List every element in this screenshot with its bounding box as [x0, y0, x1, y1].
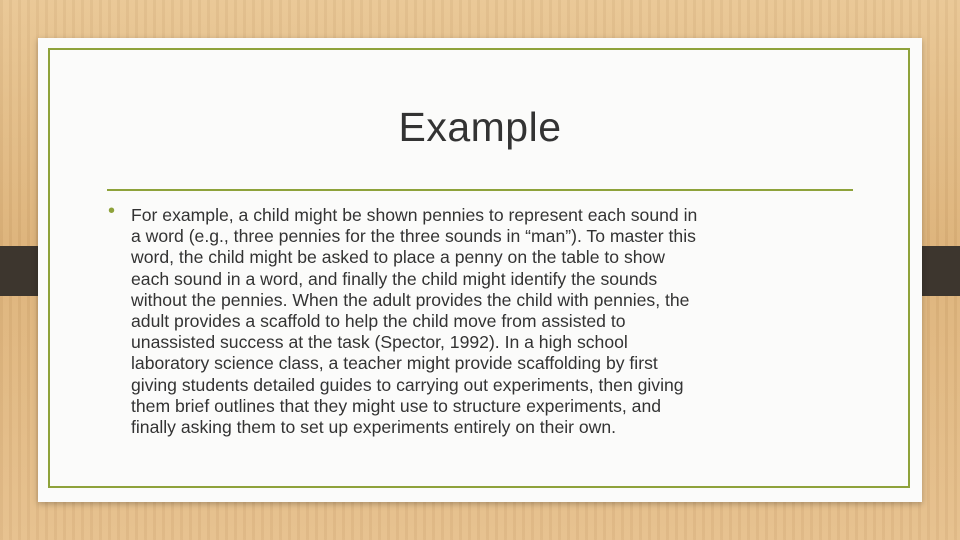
bullet-paragraph: For example, a child might be shown pennies to represent each sound in a word (e.g., three pennies for the three sounds in “man”). To master this word, the child might be asked to place a penny on the table to show each sound in a word, and finally the child might identify the sounds without the pennies. When the adult provides the child with pennies, the adult provides a scaffold to help the child move from assisted to unassisted success at the task (Spector, 1992). In a high school laboratory science class, a teacher might provide scaffolding by first giving students detailed guides to carrying out experiments, then giving them brief outlines that they might use to structure experiments, and finally asking them to set up experiments entirely on their own. [131, 205, 698, 438]
slide-title: Example [398, 104, 562, 150]
title-divider [107, 189, 853, 191]
bullet-marker: • [108, 200, 116, 222]
